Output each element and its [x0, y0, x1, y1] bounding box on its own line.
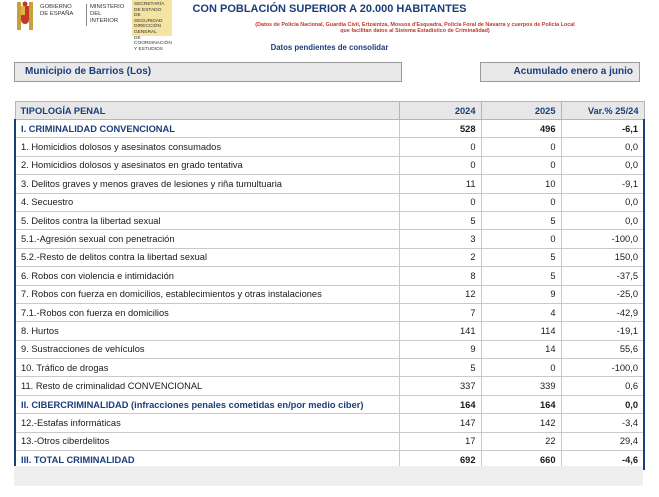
row-label: 2. Homicidios dolosos y asesinatos en grado tentativa	[15, 156, 399, 174]
logo-secretariat-text: SECRETARÍA DE ESTADO DE SEGURIDAD DIRECCIÓN GENERAL DE COORDINACIÓN Y ESTUDIOS	[134, 2, 172, 52]
value-2024: 141	[399, 322, 481, 340]
table-row	[15, 303, 644, 321]
value-2024: 5	[399, 359, 481, 377]
value-variation: 0,0	[561, 395, 644, 413]
header-variation: Var.% 25/24	[561, 102, 644, 120]
value-variation: -37,5	[561, 267, 644, 285]
value-variation: -19,1	[561, 322, 644, 340]
value-2025: 10	[481, 175, 561, 193]
table-row	[15, 414, 644, 432]
table-row	[15, 432, 644, 450]
row-label: 7.1.-Robos con fuerza en domicilios	[15, 303, 399, 321]
value-2025: 5	[481, 267, 561, 285]
value-variation: -6,1	[561, 120, 644, 138]
value-2025: 660	[481, 451, 561, 470]
row-label: 8. Hurtos	[15, 322, 399, 340]
value-variation: 0,6	[561, 377, 644, 395]
table-row	[15, 340, 644, 358]
pending-consolidation-note: Datos pendientes de consolidar	[270, 43, 389, 52]
value-variation: -9,1	[561, 175, 644, 193]
row-label: 13.-Otros ciberdelitos	[15, 432, 399, 450]
value-2024: 337	[399, 377, 481, 395]
table-row	[15, 211, 644, 229]
row-label: 1. Homicidios dolosos y asesinatos consumados	[15, 138, 399, 156]
row-label: 10. Tráfico de drogas	[15, 359, 399, 377]
table-row	[15, 359, 644, 377]
value-2025: 164	[481, 395, 561, 413]
value-2024: 12	[399, 285, 481, 303]
value-variation: 55,6	[561, 340, 644, 358]
header-2025: 2025	[481, 102, 561, 120]
value-2025: 0	[481, 359, 561, 377]
value-2025: 22	[481, 432, 561, 450]
logo-ministry-text: MINISTERIO DEL INTERIOR	[90, 4, 125, 24]
value-variation: 0,0	[561, 211, 644, 229]
row-label: 5.1.-Agresión sexual con penetración	[15, 230, 399, 248]
value-variation: -100,0	[561, 359, 644, 377]
value-2024: 17	[399, 432, 481, 450]
value-2025: 5	[481, 211, 561, 229]
value-2025: 496	[481, 120, 561, 138]
report-sources-note: (Datos de Policía Nacional, Guardia Civil, Ertzaintza, Mossos d'Esquadra, Policía Foral de Navarra y cuerpos de Policía Local que facilitan datos al Sistema Estadístico de Criminalidad)	[255, 22, 575, 35]
value-variation: 150,0	[561, 248, 644, 266]
value-2025: 14	[481, 340, 561, 358]
row-label: II. CIBERCRIMINALIDAD (infracciones penales cometidas en/por medio ciber)	[15, 395, 399, 413]
row-label: III. TOTAL CRIMINALIDAD	[15, 451, 399, 470]
value-2024: 3	[399, 230, 481, 248]
value-2024: 2	[399, 248, 481, 266]
table-row	[15, 377, 644, 395]
value-2025: 0	[481, 156, 561, 174]
value-2025: 0	[481, 230, 561, 248]
value-2024: 0	[399, 193, 481, 211]
row-label: 11. Resto de criminalidad CONVENCIONAL	[15, 377, 399, 395]
value-2025: 9	[481, 285, 561, 303]
value-2024: 0	[399, 138, 481, 156]
table-row	[15, 267, 644, 285]
table-row	[15, 156, 644, 174]
period-label: Acumulado enero a junio	[480, 62, 640, 82]
row-label: I. CRIMINALIDAD CONVENCIONAL	[15, 120, 399, 138]
table-row	[15, 285, 644, 303]
value-2024: 5	[399, 211, 481, 229]
row-label: 4. Secuestro	[15, 193, 399, 211]
value-variation: 29,4	[561, 432, 644, 450]
table-row	[15, 248, 644, 266]
value-2024: 0	[399, 156, 481, 174]
value-variation: -4,6	[561, 451, 644, 470]
value-2025: 0	[481, 138, 561, 156]
value-2024: 692	[399, 451, 481, 470]
table-row	[15, 322, 644, 340]
table-row	[15, 138, 644, 156]
footer-bar	[14, 466, 643, 486]
value-2025: 114	[481, 322, 561, 340]
report-title: CON POBLACIÓN SUPERIOR A 20.000 HABITANTES	[192, 3, 467, 15]
value-2024: 8	[399, 267, 481, 285]
table-row	[15, 120, 644, 138]
value-2025: 339	[481, 377, 561, 395]
table-row	[15, 193, 644, 211]
table-row	[15, 175, 644, 193]
row-label: 12.-Estafas informáticas	[15, 414, 399, 432]
header-2024: 2024	[399, 102, 481, 120]
value-2025: 4	[481, 303, 561, 321]
row-label: 9. Sustracciones de vehículos	[15, 340, 399, 358]
logo-government-text: GOBIERNO DE ESPAÑA	[40, 4, 87, 26]
value-variation: 0,0	[561, 156, 644, 174]
row-label: 6. Robos con violencia e intimidación	[15, 267, 399, 285]
table-row	[15, 230, 644, 248]
value-2025: 5	[481, 248, 561, 266]
table-body	[15, 120, 644, 470]
value-variation: 0,0	[561, 193, 644, 211]
value-variation: -42,9	[561, 303, 644, 321]
value-2024: 9	[399, 340, 481, 358]
value-2024: 7	[399, 303, 481, 321]
value-2024: 164	[399, 395, 481, 413]
table-row	[15, 395, 644, 413]
crime-statistics-table	[14, 101, 645, 470]
value-variation: -25,0	[561, 285, 644, 303]
value-2024: 147	[399, 414, 481, 432]
row-label: 3. Delitos graves y menos graves de lesiones y riña tumultuaria	[15, 175, 399, 193]
value-2025: 142	[481, 414, 561, 432]
value-variation: 0,0	[561, 138, 644, 156]
value-2025: 0	[481, 193, 561, 211]
row-label: 5.2.-Resto de delitos contra la libertad sexual	[15, 248, 399, 266]
row-label: 7. Robos con fuerza en domicilios, establecimientos y otras instalaciones	[15, 285, 399, 303]
header-tipologia: TIPOLOGÍA PENAL	[15, 102, 399, 120]
table-header-row	[15, 102, 644, 120]
value-2024: 528	[399, 120, 481, 138]
value-variation: -100,0	[561, 230, 644, 248]
value-2024: 11	[399, 175, 481, 193]
value-variation: -3,4	[561, 414, 644, 432]
municipality-label: Municipio de Barrios (Los)	[14, 62, 402, 82]
row-label: 5. Delitos contra la libertad sexual	[15, 211, 399, 229]
